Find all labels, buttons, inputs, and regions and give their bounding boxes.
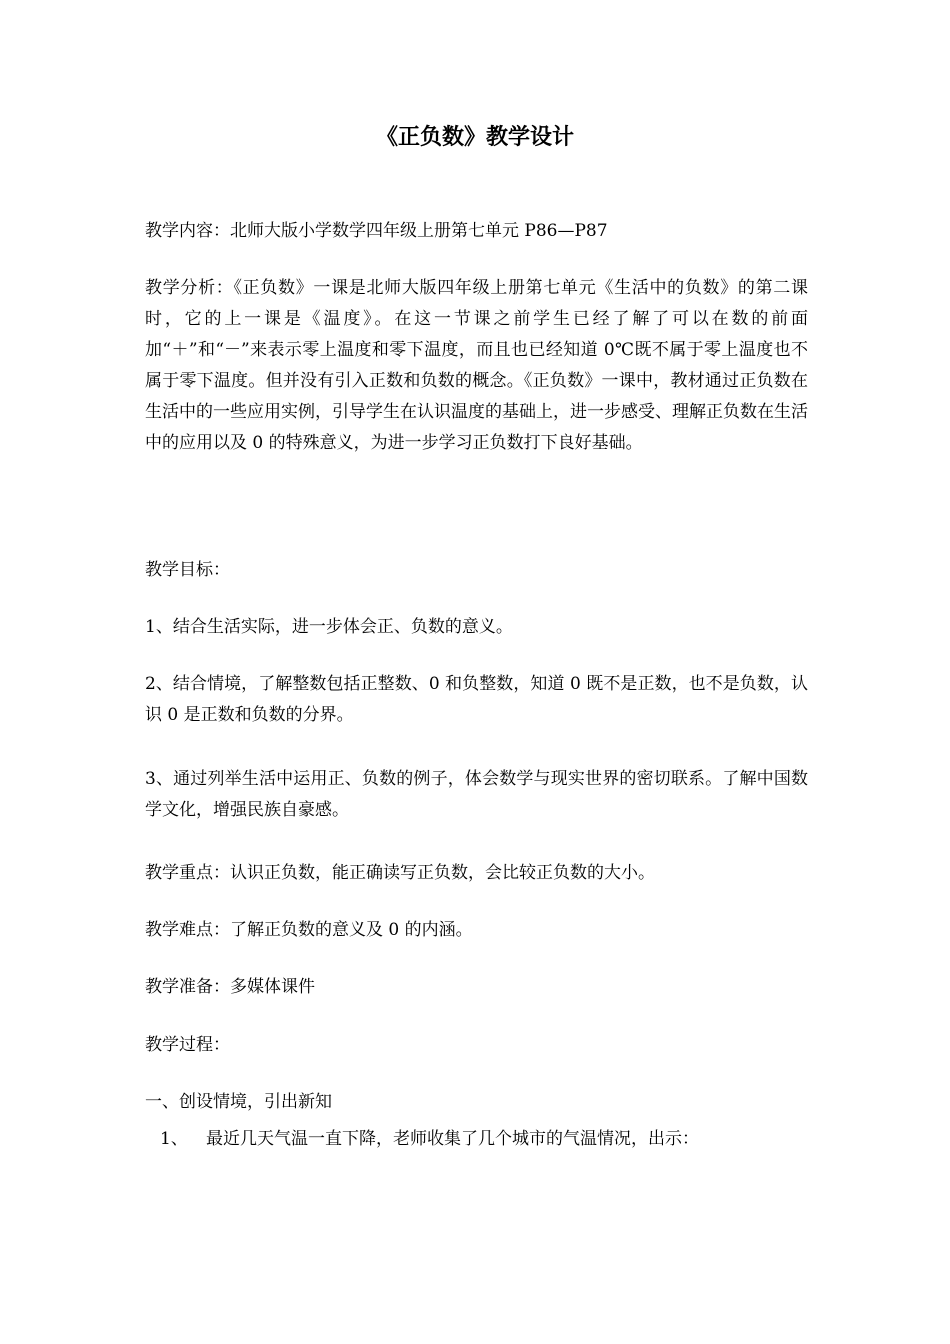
preparation: 教学准备：多媒体课件: [145, 977, 315, 997]
section-heading-1: 一、创设情境，引出新知: [145, 1092, 332, 1112]
step-item-1: [160, 1124, 808, 1155]
key-point: 教学重点：认识正负数，能正确读写正负数，会比较正负数的大小。: [145, 863, 655, 883]
process-heading: 教学过程：: [145, 1035, 230, 1055]
teaching-content: 教学内容：北师大版小学数学四年级上册第七单元 P86—P87: [145, 221, 608, 241]
goal-item-1: 1、结合生活实际，进一步体会正、负数的意义。: [145, 617, 513, 637]
goals-heading: 教学目标：: [145, 560, 230, 580]
teaching-analysis: 教学分析：《正负数》一课是北师大版四年级上册第七单元《生活中的负数》的第二课时，它的上一课是《温度》。在这一节课之前学生已经了解了可以在数的前面加“＋”和“－”来表示零上温度和零下温度，而且也已经知道 0℃既不属于零上温度也不属于零下温度。但并没有引入正数和负数的概念。《正负数》一课中，教材通过正负数在生活中的一些应用实例，引导学生在认识温度的基础上，进一步感受、理解正负数在生活中的应用以及 0 的特殊意义，为进一步学习正负数打下良好基础。: [145, 278, 808, 453]
step-text: 最近几天气温一直下降，老师收集了几个城市的气温情况，出示：: [206, 1129, 699, 1149]
difficulty: 教学难点：了解正负数的意义及 0 的内涵。: [145, 920, 473, 940]
step-number: 1、: [160, 1129, 188, 1149]
goal-item-2: 2、结合情境，了解整数包括正整数、0 和负整数，知道 0 既不是正数，也不是负数，认识 0 是正数和负数的分界。: [145, 674, 808, 725]
document-title: 《正负数》教学设计: [375, 124, 574, 150]
goal-item-3: 3、通过列举生活中运用正、负数的例子，体会数学与现实世界的密切联系。了解中国数学文化，增强民族自豪感。: [145, 769, 808, 820]
